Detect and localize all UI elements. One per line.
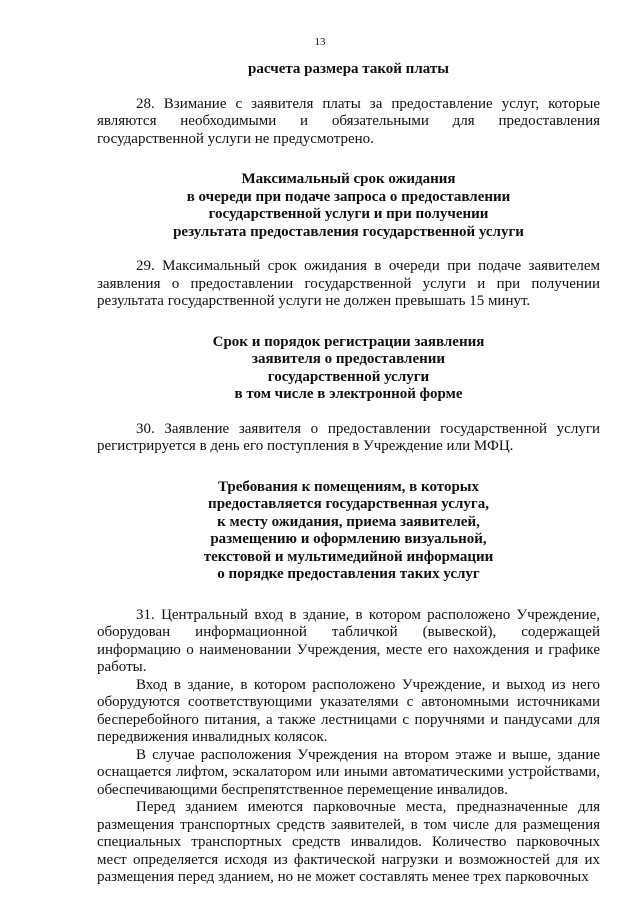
paragraph-31: 31. Центральный вход в здание, в котором расположено Учреждение, оборудован информационной табличкой (вывеской), содержащей информацию о наименовании Учреждения, месте его нахождения и графике работы. xyxy=(97,606,600,675)
paragraph-29: 29. Максимальный срок ожидания в очереди при подаче заявителем заявления о предоставлении государственной услуги и при получении результата государственной услуги не должен превышать 15 минут. xyxy=(97,258,600,309)
heading-line: государственной услуги xyxy=(267,368,430,385)
heading-line: к месту ожидания, приема заявителей, xyxy=(217,513,480,530)
paragraph-31-lift: В случае расположения Учреждения на втором этаже и выше, здание оснащается лифтом, эскалатором или иными автоматическими устройствами, обеспечивающими беспрепятственное перемещение инвалидов. xyxy=(97,746,600,798)
section-heading-waiting-time xyxy=(97,171,600,241)
heading-line: расчета размера такой платы xyxy=(248,61,449,77)
page-number: 13 xyxy=(314,36,326,48)
paragraph-28: 28. Взимание с заявителя платы за предоставление услуг, которые являются необходимыми и обязательными для предоставления государственной услуги не предусмотрено. xyxy=(97,95,600,147)
heading-line: Требования к помещениям, в которых xyxy=(218,478,479,495)
section-heading-registration xyxy=(97,334,600,404)
heading-line: Срок и порядок регистрации заявления xyxy=(212,333,485,350)
paragraph-30: 30. Заявление заявителя о предоставлении государственной услуги регистрируется в день его поступления в Учреждение или МФЦ. xyxy=(97,420,600,454)
heading-line: результата предоставления государственной услуги xyxy=(173,223,524,240)
heading-line: о порядке предоставления таких услуг xyxy=(217,566,480,582)
heading-line: Максимальный срок ожидания xyxy=(241,171,456,187)
heading-line: предоставляется государственная услуга, xyxy=(208,496,489,512)
heading-line: размещению и оформлению визуальной, xyxy=(210,531,487,547)
heading-line: в очереди при подаче запроса о предоставлении xyxy=(186,188,511,205)
paragraph-31-entrance: Вход в здание, в котором расположено Учреждение, и выход из него оборудуются соответствующими указателями с автономными источниками бесперебойного питания, а также лестницами с поручнями и пандусами для передвижения инвалидных колясок. xyxy=(97,676,600,745)
heading-line: в том числе в электронной форме xyxy=(234,386,463,402)
paragraph-31-parking: Перед зданием имеются парковочные места, предназначенные для размещения транспортных средств заявителей, в том числе для размещения специальных транспортных средств инвалидов. Количество парковочных мест определяется исходя из фактической нагрузки и возможностей для их размещения перед зданием, но не может составлять менее трех парковочных xyxy=(97,799,600,885)
heading-line: государственной услуги и при получении xyxy=(208,206,489,222)
document-body xyxy=(97,61,600,887)
section-heading-payment-calc xyxy=(97,61,600,79)
heading-line: заявителя о предоставлении xyxy=(251,351,446,367)
section-heading-premises-requirements xyxy=(97,479,600,584)
heading-line: текстовой и мультимедийной информации xyxy=(203,548,494,565)
